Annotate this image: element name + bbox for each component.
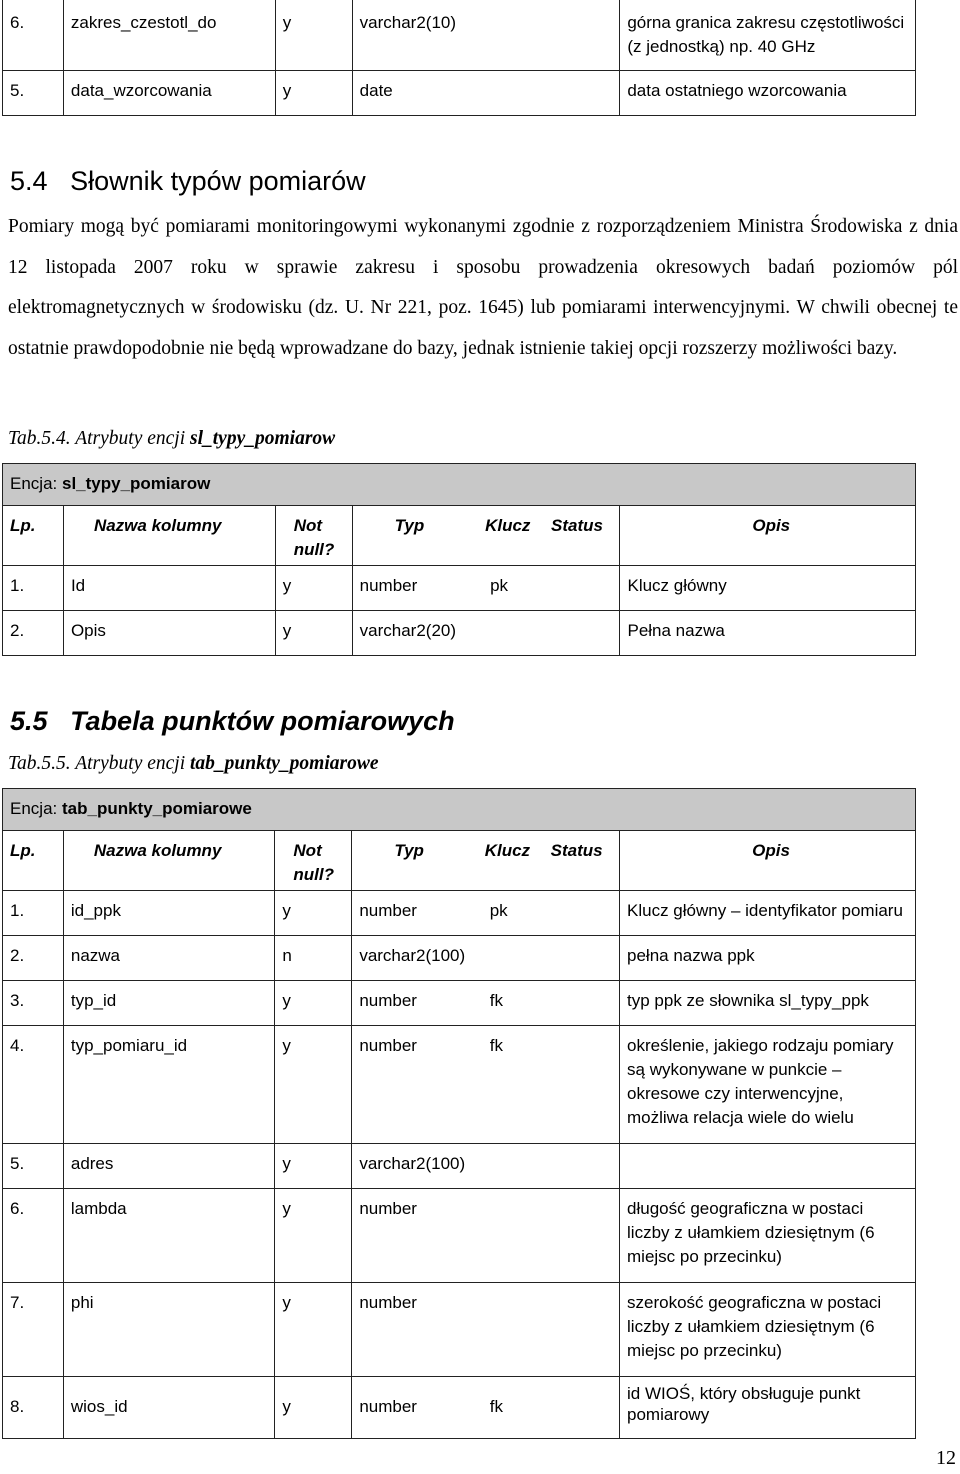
section-number: 5.4 bbox=[10, 166, 48, 196]
cell-lp: 1. bbox=[3, 566, 64, 611]
cell-status bbox=[549, 936, 620, 981]
cell-opis bbox=[620, 1144, 916, 1189]
cell-status bbox=[549, 566, 620, 611]
table-row bbox=[3, 1283, 916, 1377]
cell-notnull: y bbox=[275, 1283, 352, 1377]
cell-status bbox=[549, 1283, 620, 1377]
table-row bbox=[3, 891, 916, 936]
cell-typ: number bbox=[352, 981, 483, 1026]
encja-row bbox=[3, 789, 916, 831]
cell-klucz bbox=[483, 71, 549, 116]
header-name: Nazwa kolumny bbox=[63, 831, 275, 891]
cell-lp: 2. bbox=[3, 936, 64, 981]
cell-status bbox=[549, 1026, 620, 1144]
cell-lp: 6. bbox=[3, 0, 64, 71]
page-number: 12 bbox=[936, 1447, 956, 1469]
table-caption-5-5 bbox=[8, 753, 379, 775]
cell-notnull: n bbox=[275, 936, 352, 981]
encja-row bbox=[3, 464, 916, 506]
table-row bbox=[3, 566, 916, 611]
cell-name: adres bbox=[63, 1144, 275, 1189]
caption-prefix: Tab.5.4. Atrybuty encji bbox=[8, 428, 190, 449]
cell-typ: varchar2(100) bbox=[352, 936, 483, 981]
cell-klucz bbox=[483, 936, 549, 981]
cell-name: zakres_czestotl_do bbox=[63, 0, 275, 71]
cell-lp: 2. bbox=[3, 611, 64, 656]
cell-notnull: y bbox=[275, 611, 352, 656]
header-lp: Lp. bbox=[3, 506, 64, 566]
header-row bbox=[3, 831, 916, 891]
cell-typ: number bbox=[352, 1283, 483, 1377]
cell-typ: number bbox=[352, 891, 483, 936]
cell-klucz: fk bbox=[483, 1377, 549, 1439]
cell-opis: Klucz główny bbox=[620, 566, 916, 611]
table-row bbox=[3, 0, 916, 71]
top-attributes-table bbox=[2, 0, 916, 116]
table-row bbox=[3, 1377, 916, 1439]
cell-lp: 5. bbox=[3, 1144, 64, 1189]
cell-status bbox=[549, 981, 620, 1026]
cell-status bbox=[549, 0, 620, 71]
cell-klucz: fk bbox=[483, 1026, 549, 1144]
cell-name: phi bbox=[63, 1283, 275, 1377]
encja-label: Encja: bbox=[10, 474, 62, 493]
cell-name: Id bbox=[63, 566, 275, 611]
section-number: 5.5 bbox=[10, 706, 48, 736]
cell-notnull: y bbox=[275, 1144, 352, 1189]
cell-opis: długość geograficzna w postaci liczby z ułamkiem dziesiętnym (6 miejsc po przecinku) bbox=[620, 1189, 916, 1283]
cell-typ: number bbox=[352, 1377, 483, 1439]
cell-opis: pełna nazwa ppk bbox=[620, 936, 916, 981]
cell-notnull: y bbox=[275, 71, 352, 116]
header-typ: Typ bbox=[352, 831, 483, 891]
cell-status bbox=[549, 611, 620, 656]
cell-lp: 4. bbox=[3, 1026, 64, 1144]
section-paragraph: Pomiary mogą być pomiarami monitoringowymi wykonanymi zgodnie z rozporządzeniem Ministra Środowiska z dnia 12 listopada 2007 roku w sprawie zakresu i sposobu prowadzenia okresowych badań poziomów pól elektromagnetycznych w środowisku (dz. U. Nr 221, poz. 1645) lub pomiarami interwencyjnymi. W chwili obecnej te ostatnie prawdopodobnie nie będą wprowadzane do bazy, jednak istnienie takiej opcji rozszerzy możliwości bazy. bbox=[8, 216, 958, 359]
cell-status bbox=[549, 1377, 620, 1439]
cell-name: data_wzorcowania bbox=[63, 71, 275, 116]
cell-notnull: y bbox=[275, 1026, 352, 1144]
header-klucz: Klucz bbox=[483, 506, 549, 566]
cell-opis: Pełna nazwa bbox=[620, 611, 916, 656]
table-sl-typy-pomiarow bbox=[2, 463, 916, 656]
section-heading-5-4 bbox=[10, 166, 366, 197]
header-status: Status bbox=[549, 506, 620, 566]
cell-opis: Klucz główny – identyfikator pomiaru bbox=[620, 891, 916, 936]
table-row bbox=[3, 1144, 916, 1189]
header-typ: Typ bbox=[352, 506, 483, 566]
table-row bbox=[3, 936, 916, 981]
table-row bbox=[3, 981, 916, 1026]
cell-name: nazwa bbox=[63, 936, 275, 981]
cell-klucz bbox=[483, 1144, 549, 1189]
header-row bbox=[3, 506, 916, 566]
encja-name: sl_typy_pomiarow bbox=[61, 474, 211, 493]
caption-prefix: Tab.5.5. Atrybuty encji bbox=[8, 753, 190, 774]
caption-entity: tab_punkty_pomiarowe bbox=[190, 753, 379, 774]
header-klucz: Klucz bbox=[483, 831, 549, 891]
cell-notnull: y bbox=[275, 1377, 352, 1439]
header-notnull: Not null? bbox=[275, 506, 352, 566]
encja-label: Encja: bbox=[10, 799, 62, 818]
header-status: Status bbox=[549, 831, 620, 891]
header-lp: Lp. bbox=[3, 831, 64, 891]
section-heading-5-5 bbox=[10, 706, 455, 737]
header-opis: Opis bbox=[620, 831, 916, 891]
table-row bbox=[3, 1189, 916, 1283]
cell-lp: 7. bbox=[3, 1283, 64, 1377]
section-title: Słownik typów pomiarów bbox=[70, 166, 366, 196]
cell-opis: określenie, jakiego rodzaju pomiary są wykonywane w punkcie – okresowe czy interwencyjne, możliwa relacja wiele do wielu bbox=[620, 1026, 916, 1144]
cell-notnull: y bbox=[275, 566, 352, 611]
table-caption-5-4 bbox=[8, 428, 335, 450]
cell-lp: 8. bbox=[3, 1377, 64, 1439]
encja-name: tab_punkty_pomiarowe bbox=[61, 799, 252, 818]
table-row bbox=[3, 1026, 916, 1144]
cell-notnull: y bbox=[275, 891, 352, 936]
table-row bbox=[3, 611, 916, 656]
cell-klucz: pk bbox=[483, 891, 549, 936]
cell-status bbox=[549, 1144, 620, 1189]
cell-typ: varchar2(20) bbox=[352, 611, 483, 656]
cell-klucz bbox=[483, 1189, 549, 1283]
cell-typ: varchar2(10) bbox=[352, 0, 483, 71]
section-title: Tabela punktów pomiarowych bbox=[70, 706, 455, 736]
cell-opis: szerokość geograficzna w postaci liczby z ułamkiem dziesiętnym (6 miejsc po przecinku) bbox=[620, 1283, 916, 1377]
header-name: Nazwa kolumny bbox=[63, 506, 275, 566]
cell-typ: number bbox=[352, 1026, 483, 1144]
header-notnull: Not null? bbox=[275, 831, 352, 891]
cell-opis: data ostatniego wzorcowania bbox=[620, 71, 916, 116]
cell-notnull: y bbox=[275, 1189, 352, 1283]
cell-status bbox=[549, 71, 620, 116]
cell-status bbox=[549, 1189, 620, 1283]
table-tab-punkty-pomiarowe bbox=[2, 788, 916, 1439]
cell-name: typ_pomiaru_id bbox=[63, 1026, 275, 1144]
cell-name: Opis bbox=[63, 611, 275, 656]
cell-opis: górna granica zakresu częstotliwości (z jednostką) np. 40 GHz bbox=[620, 0, 916, 71]
cell-klucz bbox=[483, 1283, 549, 1377]
cell-notnull: y bbox=[275, 981, 352, 1026]
cell-lp: 3. bbox=[3, 981, 64, 1026]
cell-klucz: fk bbox=[483, 981, 549, 1026]
cell-typ: varchar2(100) bbox=[352, 1144, 483, 1189]
cell-name: typ_id bbox=[63, 981, 275, 1026]
cell-opis: typ ppk ze słownika sl_typy_ppk bbox=[620, 981, 916, 1026]
cell-klucz bbox=[483, 611, 549, 656]
cell-opis: id WIOŚ, który obsługuje punkt pomiarowy bbox=[620, 1377, 916, 1439]
cell-klucz: pk bbox=[483, 566, 549, 611]
cell-klucz bbox=[483, 0, 549, 71]
header-opis: Opis bbox=[620, 506, 916, 566]
cell-typ: date bbox=[352, 71, 483, 116]
cell-typ: number bbox=[352, 1189, 483, 1283]
cell-lp: 5. bbox=[3, 71, 64, 116]
cell-typ: number bbox=[352, 566, 483, 611]
cell-status bbox=[549, 891, 620, 936]
cell-lp: 1. bbox=[3, 891, 64, 936]
caption-entity: sl_typy_pomiarow bbox=[190, 428, 336, 449]
cell-name: wios_id bbox=[63, 1377, 275, 1439]
cell-lp: 6. bbox=[3, 1189, 64, 1283]
cell-name: id_ppk bbox=[63, 891, 275, 936]
cell-notnull: y bbox=[275, 0, 352, 71]
table-row bbox=[3, 71, 916, 116]
cell-name: lambda bbox=[63, 1189, 275, 1283]
